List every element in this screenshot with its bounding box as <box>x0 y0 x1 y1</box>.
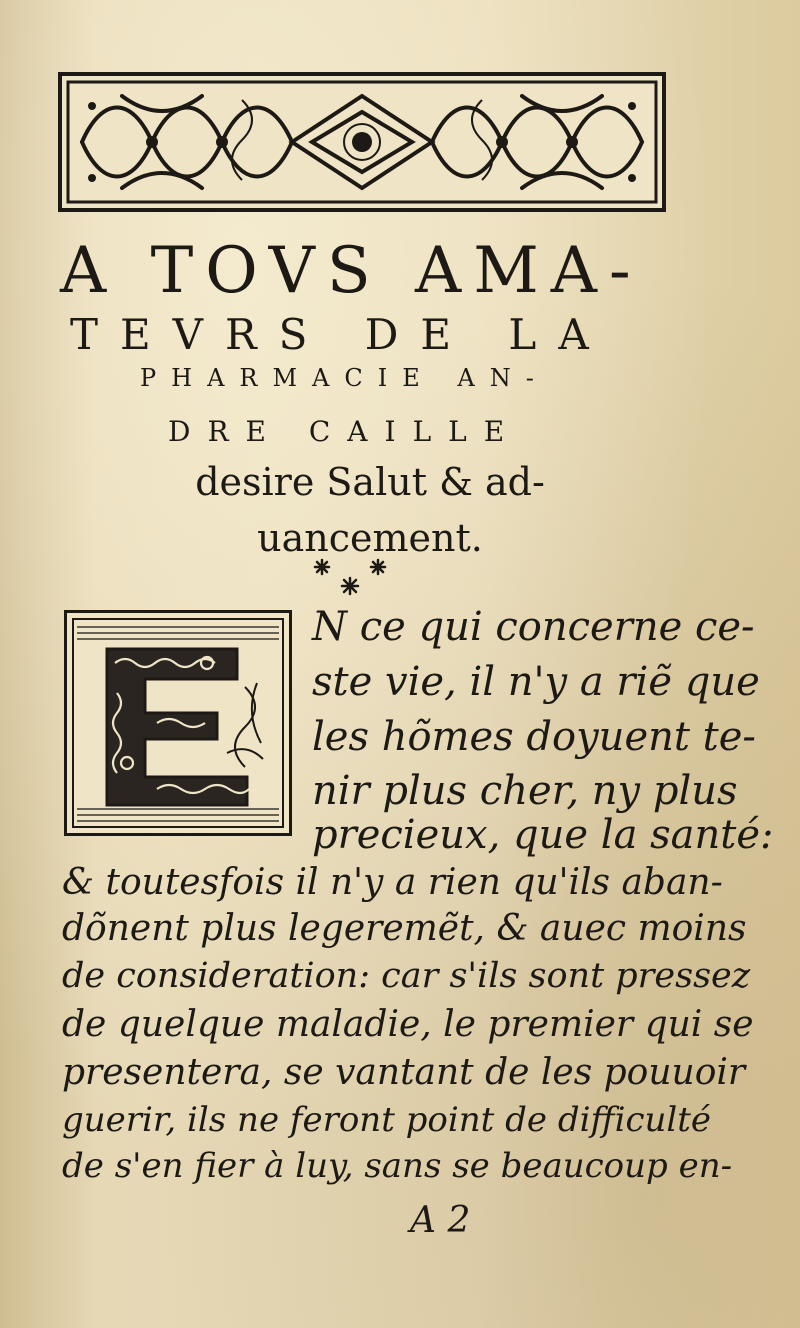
headpiece-ornament <box>58 72 666 212</box>
text-line-12: de s'en fier à luy, sans se beaucoup en- <box>62 1146 733 1186</box>
subheading-line-2: uancement. <box>257 516 483 560</box>
text-line-1: N ce qui concerne ce- <box>312 604 755 650</box>
text-line-2: ste vie, il n'y a riẽ que <box>312 659 760 705</box>
title-line-1: A TOVS AMA- <box>60 234 643 308</box>
text-line-10: presentera, se vantant de les pouuoir <box>62 1052 746 1093</box>
title-line-4: DRE CAILLE <box>168 415 522 448</box>
decorated-initial-e <box>64 610 292 836</box>
text-line-11: guerir, ils ne feront point de difficulté <box>62 1100 712 1140</box>
text-line-4: nir plus cher, ny plus <box>312 768 738 814</box>
signature-mark: A 2 <box>410 1200 471 1241</box>
text-line-5: precieux, que la santé: <box>312 812 774 858</box>
text-line-3: les hõmes doyuent te- <box>312 714 756 760</box>
title-line-3: PHARMACIE AN- <box>140 364 549 392</box>
text-line-8: de consideration: car s'ils sont pressez <box>62 956 751 996</box>
subheading-line-1: desire Salut & ad- <box>195 460 545 504</box>
asterism-ornament <box>300 552 400 602</box>
text-line-6: & toutesfois il n'y a rien qu'ils aban- <box>62 862 723 903</box>
title-line-2: TEVRS DE LA <box>70 310 611 359</box>
text-line-7: dõnent plus legeremẽt, & auec moins <box>62 908 747 949</box>
text-line-9: de quelque maladie, le premier qui se <box>62 1004 754 1045</box>
